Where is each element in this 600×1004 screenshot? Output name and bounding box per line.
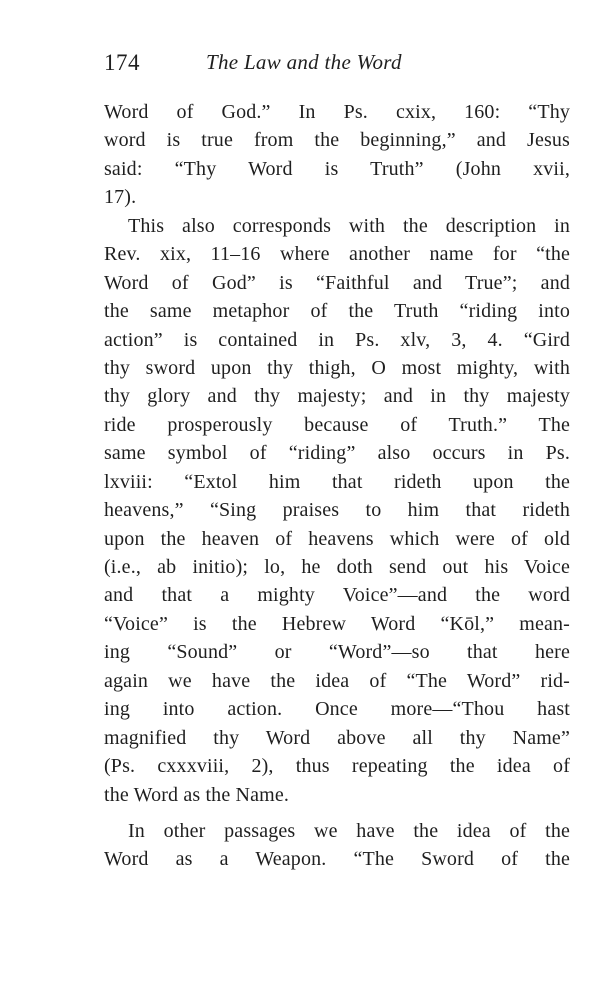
body-text xyxy=(104,98,570,874)
text-line: and that a mighty Voice”—and the word xyxy=(104,584,570,607)
text-line: magnified thy Word above all thy Name” xyxy=(104,726,570,749)
text-line: ing into action. Once more—“Thou hast xyxy=(104,698,570,721)
text-line: Word of God” is “Faithful and True”; and xyxy=(104,271,570,294)
text-line: 17). xyxy=(104,186,137,209)
text-line: Word of God.” In Ps. cxix, 160: “Thy xyxy=(104,101,570,123)
text-line: said: “Thy Word is Truth” (John xvii, xyxy=(104,157,570,180)
text-line: same symbol of “riding” also occurs in Ps. xyxy=(104,442,570,465)
text-line: thy sword upon thy thigh, O most mighty, with xyxy=(104,356,570,379)
text-line: again we have the idea of “The Word” rid- xyxy=(104,669,570,692)
text-line: Rev. xix, 11–16 where another name for “the xyxy=(104,243,570,266)
paragraph-gap xyxy=(104,809,570,817)
text-line: (i.e., ab initio); lo, he doth send out his Voice xyxy=(104,556,570,578)
text-line: ing “Sound” or “Word”—so that here xyxy=(104,641,570,664)
text-line: ride prosperously because of Truth.” The xyxy=(104,413,570,436)
text-line: (Ps. cxxxviii, 2), thus repeating the idea of xyxy=(104,755,570,778)
text-line: In other passages we have the idea of the xyxy=(128,819,570,842)
text-line: word is true from the beginning,” and Jesus xyxy=(104,129,570,152)
text-line: thy glory and thy majesty; and in thy majesty xyxy=(104,385,570,408)
text-line: the Word as the Name. xyxy=(104,783,290,806)
text-line: heavens,” “Sing praises to him that rideth xyxy=(104,499,570,522)
text-line: action” is contained in Ps. xlv, 3, 4. “Gird xyxy=(104,328,570,351)
text-line: “Voice” is the Hebrew Word “Kōl,” mean- xyxy=(104,612,570,635)
paragraph xyxy=(104,98,570,212)
text-line: the same metaphor of the Truth “riding into xyxy=(104,300,570,323)
paragraph xyxy=(104,817,570,874)
text-line: Word as a Weapon. “The Sword of the xyxy=(104,848,570,871)
text-line: This also corresponds with the description in xyxy=(128,214,570,237)
running-title: The Law and the Word xyxy=(206,50,402,74)
paragraph xyxy=(104,212,570,809)
page-header xyxy=(104,50,570,82)
text-line: upon the heaven of heavens which were of old xyxy=(104,527,570,550)
text-line: lxviii: “Extol him that rideth upon the xyxy=(104,470,570,493)
page-number: 174 xyxy=(104,50,140,75)
